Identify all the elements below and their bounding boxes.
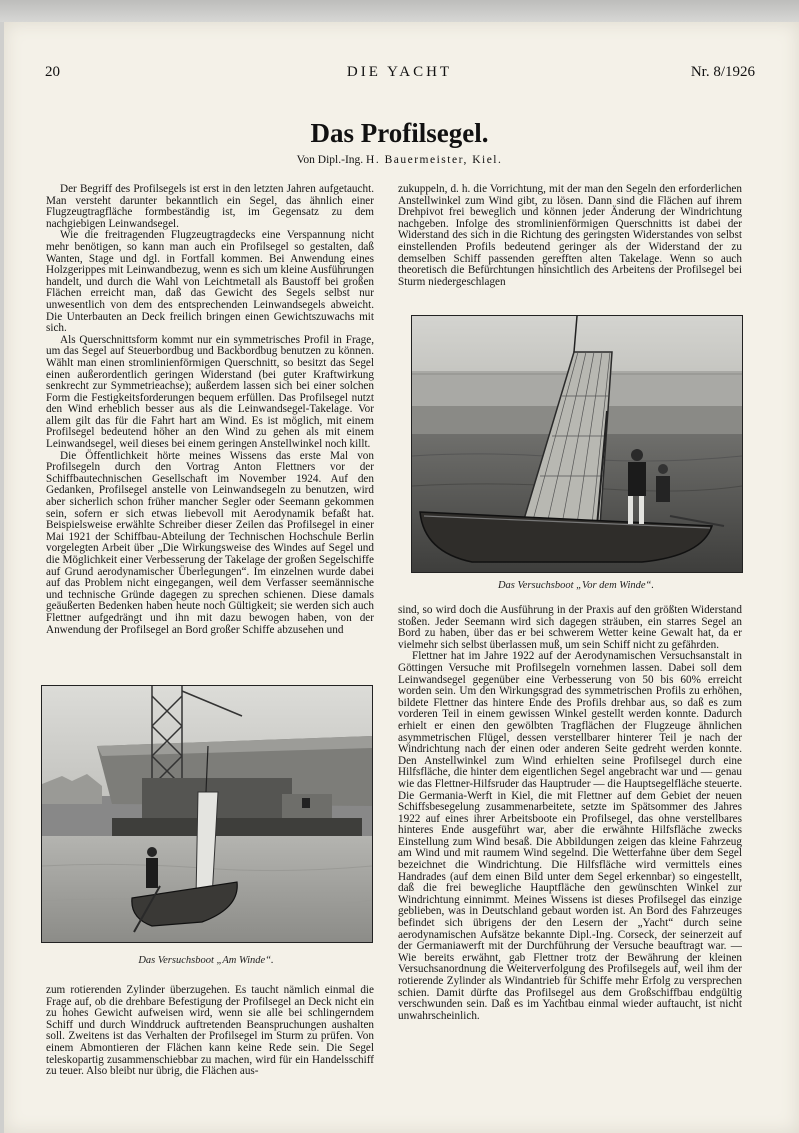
paragraph: zum rotierenden Zylinder überzugehen. Es taucht nämlich einmal die Frage auf, ob die drehbare Befestigung der Profilsegel an Deck nicht ein zu hohes Gewicht aufweisen wird, wenn sie alle bei schlingerndem Schiff und durch Winddruck auftretenden Beanspruchungen aushalten soll. Zweitens ist das Verhalten der Profilsegel im Sturm zu prüfen. Von einem Abmontieren der Flächen kann keine Rede sein. Die Segel teleskopartig zusammenschiebbar zu machen, wird für ein Handelsschiff zu teuer. Also bleibt nur übrig, die Flächen aus- bbox=[46, 985, 374, 1078]
left-column-bottom bbox=[46, 985, 374, 1085]
right-column-bottom bbox=[398, 605, 742, 1085]
byline-author: H. Bauermeister, Kiel. bbox=[366, 154, 503, 166]
page-number: 20 bbox=[45, 64, 60, 80]
paragraph: Als Querschnittsform kommt nur ein symmetrisches Profil in Frage, um das Segel auf Steuerbordbug und Backbordbug benutzen zu können. Wählt man einen stromlinienförmigen Querschnitt, so besitzt das Segel einen außerordentlich geringen Widerstand (bei guter Kraftwirkung senkrecht zur Symmetrieachse); außerdem lassen sich bei einer solchen Form die Festigkeitsforderungen bequem erfüllen. Das Profilsegel nutzt den Wind erheblich besser aus als die Leinwandsegel-Takelage. Vor allem gilt das für die Fahrt hart am Wind. Es ist möglich, mit einem Profilsegel bedeutend höher an den Wind zu gehen als mit einem Leinwandsegel, weil dieses bei einem geringen Anstellwinkel noch killt. bbox=[46, 333, 374, 451]
paragraph: zukuppeln, d. h. die Vorrichtung, mit der man den Segeln den erforderlichen Anstellwinkel zum Wind gibt, zu lösen. Dann sind die Flächen auf ihrem Drehpivot frei beweglich und können jeder Änderung der Windrichtung nachgeben. Infolge des stromlinienförmigen Querschnitts ist dabei der Widerstand des sich in die Richtung des geringsten Widerstandes von selbst einstellenden Profils bedeutend geringer als der Widerstand der zu demselben Schiff passenden gerefften alten Takelage. Wenn so auch theoretisch die Befürchtungen hinsichtlich des Arbeitens der Profilsegel bei Sturm niedergeschlagen bbox=[398, 184, 742, 288]
photo-am-winde bbox=[41, 685, 373, 943]
paragraph: Wie die freitragenden Flugzeugtragdecks eine Verspannung nicht mehr benötigen, so kann man auch ein Profilsegel so gestalten, daß Wanten, Stage und dgl. in Fortfall kommen. Bei Anwendung eines Holzgerippes mit Leinwandbezug, wenn es sich um kleine Ausführungen handelt, und durch die Wahl von Leichtmetall als Baustoff bei großen Flächen erreicht man, daß das Gewicht des Segels selbst nur unwesentlich von dem des entsprechenden Leinwandsegels abweicht. Die Unterbauten an Deck freilich bringen einen Gewichtszuwachs mit sich. bbox=[46, 229, 374, 335]
paragraph: Der Begriff des Profilsegels ist erst in den letzten Jahren aufgetaucht. Man versteht darunter bekanntlich ein Segel, das ähnlich einer Flugzeugtragfläche formbeständig ist, im Gegensatz zu dem nachgiebigen Leinwandsegel. bbox=[46, 184, 374, 230]
byline-prefix: Von Dipl.-Ing. bbox=[296, 154, 364, 166]
byline bbox=[0, 154, 799, 166]
journal-title: DIE YACHT bbox=[346, 64, 453, 80]
right-column-top bbox=[398, 184, 742, 302]
caption-am-winde: Das Versuchsboot „Am Winde“. bbox=[138, 955, 274, 966]
paragraph: Die Öffentlichkeit hörte meines Wissens das erste Mal von Profilsegeln durch den Vortrag Anton Flettners vor der Schiffbautechnischen Gesellschaft im November 1924. Auf den Gedanken, Profilsegel anstelle von Leinwandsegeln zu benutzen, wird aber sicherlich schon früher mancher Segler oder Seemann gekommen sein, sofern er sich etwas liebevoll mit Aerodynamik befaßt hat. Beispielsweise erwählte Schreiber dieser Zeilen das Profilsegel in einer Mai 1921 der Schiffbau-Abteilung der Technischen Hochschule Berlin vorgelegten Arbeit über „Die Wirkungsweise des Windes auf Segel und die Möglichkeit einer Verbesserung der Takelage der großen Segelschiffe auf Grund aerodynamischer Überlegungen“. Im einzelnen wurde dabei auf das Problem nicht eingegangen, weil dem Verfasser seemännische und technische Gründe dagegen zu sprechen schienen. Diese damals geäußerten Bedenken haben heute noch Gültigkeit; sie werden sich auch Flettner aufgedrängt und ihn mit dazu bewogen haben, von der Anwendung der Profilsegel an Bord großer Schiffe abzusehen und bbox=[46, 449, 374, 636]
paragraph: Flettner hat im Jahre 1922 auf der Aerodynamischen Versuchsanstalt in Göttingen Versuche mit Profilsegeln vornehmen lassen. Dabei soll dem Leinwandsegel gegenüber eine Verbesserung von 50 bis 60% erreicht worden sein. Um den Wirkungsgrad des symmetrischen Profils zu erhöhen, bildete Flettner das hintere Ende des Profils drehbar aus, so daß es zum vorderen Teil in einem gewissen Winkel gestellt werden konnte. Dadurch erhielt er einen den gewölbten Tragflächen der Flugzeuge ähnlichen asymmetrischen Flügel, dessen verstellbarer hinterer Teil je nach der Windrichtung nach der einen oder anderen Seite gedreht werden konnte. Den Anstellwinkel zum Wind erhielten seine Profilsegel durch eine Hilfsfläche, die hinter dem eigentlichen Segel angebracht war und — genau wie das Flettner-Hilfsruder das Hauptruder — die Hauptsegelfläche steuerte. Die Germania-Werft in Kiel, die mit Flettner auf dem Gebiet der neuen Schiffsbesegelung zusammenarbeitete, setzte im Spätsommer des Jahres 1922 auf eines ihrer Arbeitsboote ein Profilsegel, das ohne verstellbares hinteres Ende ausgeführt war, aber die erwähnte Hilfsfläche zwecks Einstellung zum Wind besaß. Die Abbildungen zeigen das kleine Fahrzeug am Wind und mit raumem Wind segelnd. Die Wetterfahne über dem Segel bezeichnet die Windrichtung. Die Hilfsfläche wird vermittels eines Handrades (auf dem einen Bild unter dem Segel erkennbar) so eingestellt, daß die frei bewegliche Hauptfläche den gewünschten Winkel zur Windrichtung einnimmt. Meines Wissens ist dieses Profilsegel das einzige geblieben, was in Deutschland gebaut worden ist. An Bord des Fahrzeuges befindet sich übrigens der den Lesern der „Yacht“ durch seine aerodynamischen Aufsätze bekannte Dipl.-Ing. Corseck, der seinerzeit auf der Germaniawerft mit der Durchführung der Versuche beauftragt war. — Wie bereits erwähnt, gab Flettner trotz der Bewährung der kleinen Versuchsanordnung die Weiterverfolgung des Profilsegels auf, weil ihm der rotierende Zylinder als Windantrieb für Schiffe mehr Erfolg zu versprechen schien. Damit dürfte das Profilsegel aus dem Großschiffbau endgültig verschwunden sein. Daß es im Yachtbau einmal wieder auftaucht, ist nicht unwahrscheinlich. bbox=[398, 650, 742, 1022]
issue-number: Nr. 8/1926 bbox=[690, 64, 755, 80]
left-column-top bbox=[46, 184, 374, 672]
article-title: Das Profilsegel. bbox=[310, 118, 489, 148]
scanner-edge bbox=[0, 0, 799, 22]
paragraph: sind, so wird doch die Ausführung in der Praxis auf den größten Widerstand stoßen. Jeder Seemann wird sich dagegen sträuben, ein starres Segel an Bord zu haben, über das er bei schwerem Wetter keine Gewalt hat, da er vielmehr sich selbst überlassen muß, um sein Schiff nicht zu gefährden. bbox=[398, 605, 742, 651]
photo-vor-dem-winde bbox=[411, 315, 743, 573]
caption-vor-dem-winde: Das Versuchsboot „Vor dem Winde“. bbox=[497, 580, 655, 591]
